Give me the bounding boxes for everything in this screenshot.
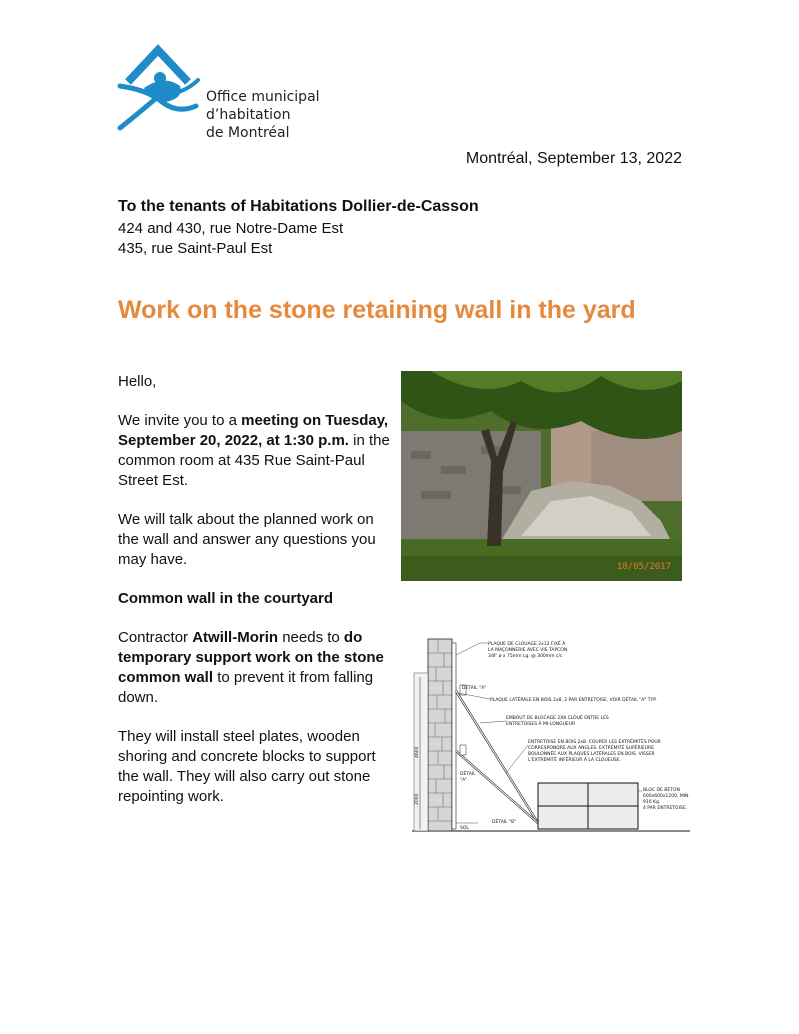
label-bloc-beton: 600x600x1200, MIN. xyxy=(643,794,690,799)
section-heading xyxy=(118,589,390,609)
label-detail-b: DÉTAIL "B" xyxy=(492,820,517,825)
photo-date-stamp: 18/05/2017 xyxy=(616,562,671,572)
label-embout: ENTRETOISES À MI-LONGUEUR xyxy=(506,722,576,727)
label-plaque-clouage: PLAQUE DE CLOUAGE 2x12 FIXÉ À xyxy=(488,642,566,647)
invite-text: We invite you to a xyxy=(118,412,242,429)
wall-photo xyxy=(401,371,682,581)
label-entretoise: ENTRETOISE EN BOIS 2x8. COUPER LES EXTRÉMITÉS POUR xyxy=(528,740,661,745)
omhm-logo xyxy=(114,44,204,132)
label-detail-a-side: DÉTAIL xyxy=(460,772,476,777)
contractor-paragraph xyxy=(118,628,390,708)
label-entretoise: CORRESPONDRE AUX ANGLES. EXTRÉMITÉ SUPÉRIEURE xyxy=(528,746,655,751)
label-detail-a-side: "A" xyxy=(460,778,468,783)
addressee-title: To the tenants of Habitations Dollier-de-Casson xyxy=(118,198,479,215)
label-plaque-clouage: 3/8" ø x 75mm Lg. @ 300mm c/c xyxy=(488,654,563,659)
label-entretoise: L'EXTRÉMITÉ INFÉRIEUR À LA CLOUEUSE. xyxy=(528,758,622,763)
label-detail-a: DÉTAIL "A" xyxy=(462,686,487,691)
shoring-diagram xyxy=(410,633,700,837)
label-entretoise: BOULONNÉE AUX PLAQUES LATÉRALES EN BOIS. VISSER xyxy=(528,752,655,757)
contractor-work: do temporary support work on the stone common wall xyxy=(118,629,384,686)
greeting: Hello, xyxy=(118,373,157,390)
label-embout: EMBOUT DE BLOCAGE 2X8 CLOUÉ ENTRE LES xyxy=(506,716,609,721)
contractor-name: Atwill-Morin xyxy=(192,629,279,646)
contractor-text: needs to xyxy=(278,629,344,646)
contractor-text: Contractor xyxy=(118,629,193,646)
meeting-invite xyxy=(118,411,390,491)
label-bloc-beton: BLOC DE BÉTON xyxy=(643,788,680,793)
section-heading-text: Common wall in the courtyard xyxy=(118,590,334,607)
invite-location: in the common room at 435 Rue Saint-Paul Street Est. xyxy=(118,432,390,489)
org-name xyxy=(206,88,320,142)
label-bloc-beton: 4 PAR ENTRETOISE. xyxy=(643,806,688,811)
org-name-line: d’habitation xyxy=(206,107,291,123)
address-line-1: 424 and 430, rue Notre-Dame Est xyxy=(118,220,344,237)
label-bloc-beton: 910 Kg. xyxy=(643,800,661,805)
install-paragraph: They will install steel plates, wooden shoring and concrete blocks to support the wall. They will also carry out stone repointing work. xyxy=(118,728,376,805)
page-title: Work on the stone retaining wall in the yard xyxy=(118,296,636,324)
letter-date: Montréal, September 13, 2022 xyxy=(465,150,682,167)
letter-body xyxy=(118,372,390,826)
org-name-line: Office municipal xyxy=(206,89,320,105)
address-line-2: 435, rue Saint-Paul Est xyxy=(118,240,273,257)
contractor-text: to prevent it from falling down. xyxy=(118,669,374,706)
dim-4600: 4600 xyxy=(415,746,420,758)
dim-2000: 2000 xyxy=(415,793,420,805)
label-sol: SOL xyxy=(460,826,469,831)
org-name-line: de Montréal xyxy=(206,125,290,141)
label-plaque-laterale: PLAQUE LATÉRALE EN BOIS 2x8, 2 PAR ENTRETOISE. VOIR DÉTAIL "A" TYP. xyxy=(490,698,657,703)
talk-paragraph: We will talk about the planned work on the wall and answer any questions you may have. xyxy=(118,511,376,568)
label-plaque-clouage: LA MAÇONNERIE AVEC VIS TAPCON xyxy=(488,648,568,653)
meeting-datetime: meeting on Tuesday, September 20, 2022, at 1:30 p.m. xyxy=(118,412,389,449)
